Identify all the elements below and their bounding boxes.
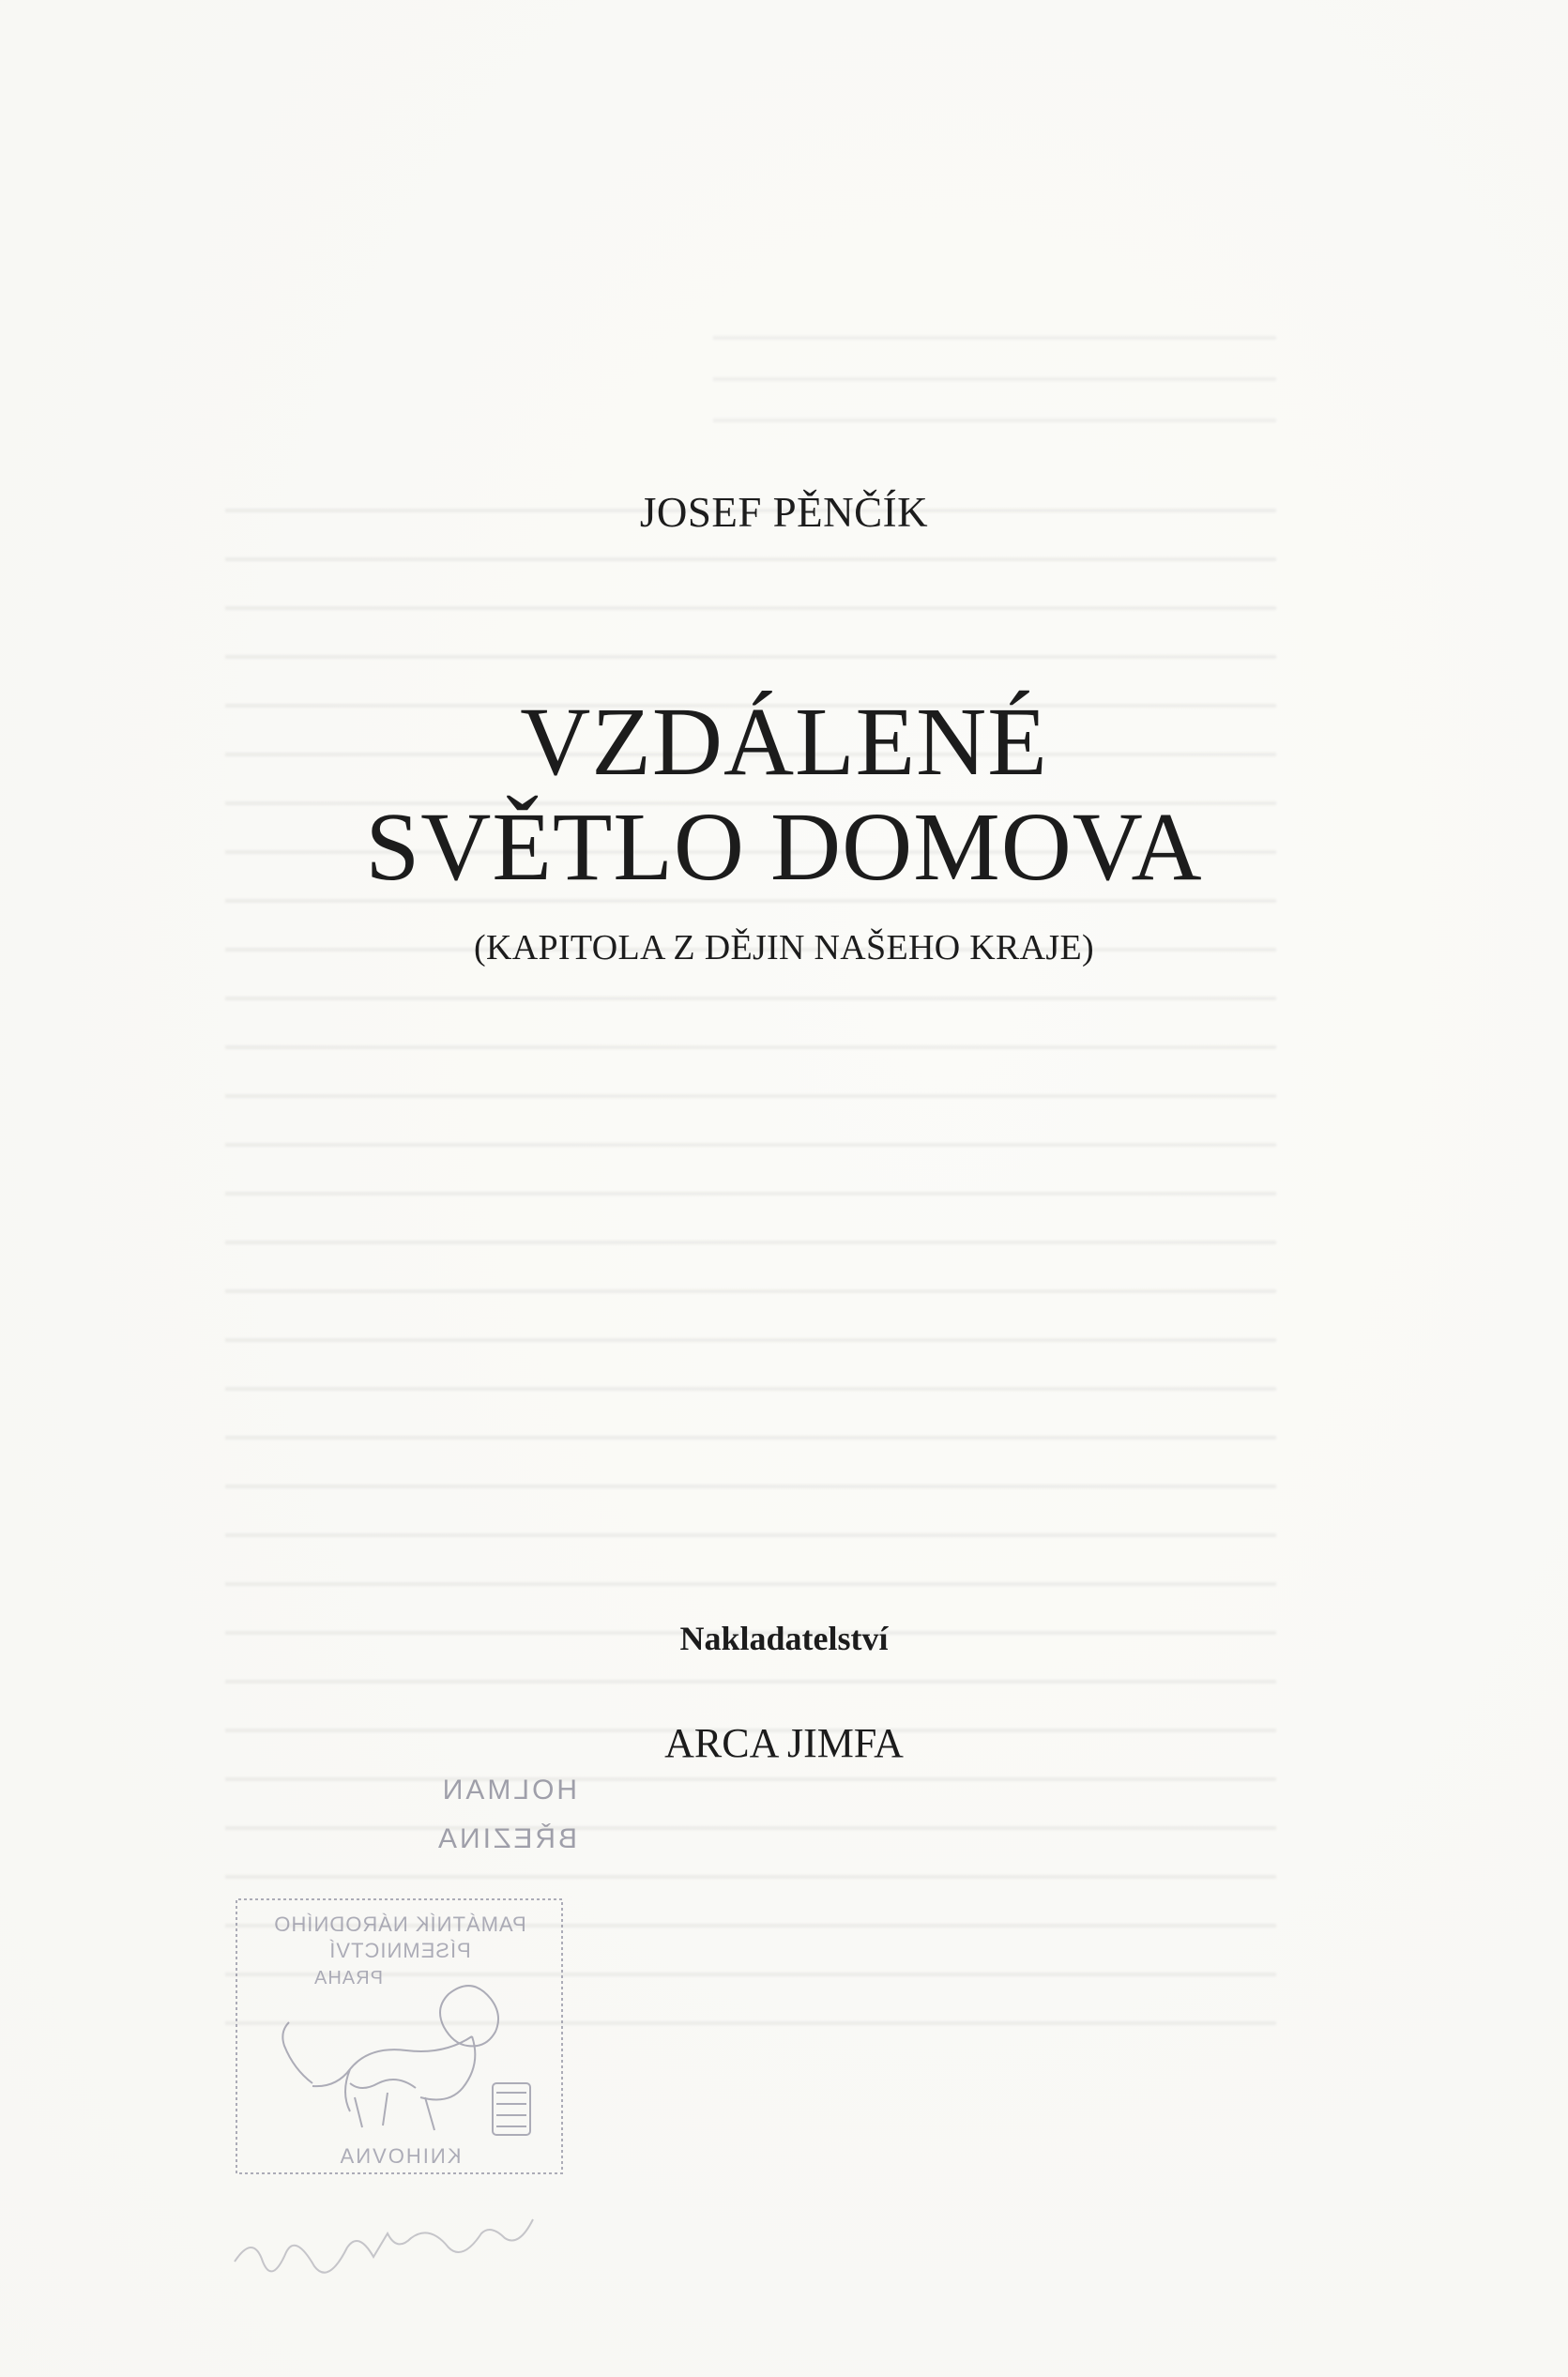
book-title-line-1: VZDÁLENÉ [520,688,1048,796]
owner-name-1: HOLMAN [439,1775,577,1806]
publisher-label: Nakladatelství [679,1620,889,1657]
handwritten-signature [225,2215,619,2290]
publisher-name: ARCA JIMFA [664,1720,904,1766]
show-through-text-top [713,319,1276,432]
owner-names-mirrored [324,1766,577,1864]
book-title [0,690,1568,900]
svg-text:PRAHA: PRAHA [313,1968,383,1988]
author-name: JOSEF PĚNČÍK [639,489,929,536]
library-stamp [233,1896,566,2177]
owner-name-2: BŘEZINA [434,1823,577,1854]
book-title-line-2: SVĚTLO DOMOVA [365,793,1203,901]
svg-text:PAMÁTNÍK NÁRODNÍHO: PAMÁTNÍK NÁRODNÍHO [273,1912,526,1936]
svg-text:KNIHOVNA: KNIHOVNA [338,2144,462,2168]
svg-text:PÍSEMNICTVÍ: PÍSEMNICTVÍ [328,1939,471,1962]
book-subtitle: (KAPITOLA Z DĚJIN NAŠEHO KRAJE) [474,928,1094,968]
